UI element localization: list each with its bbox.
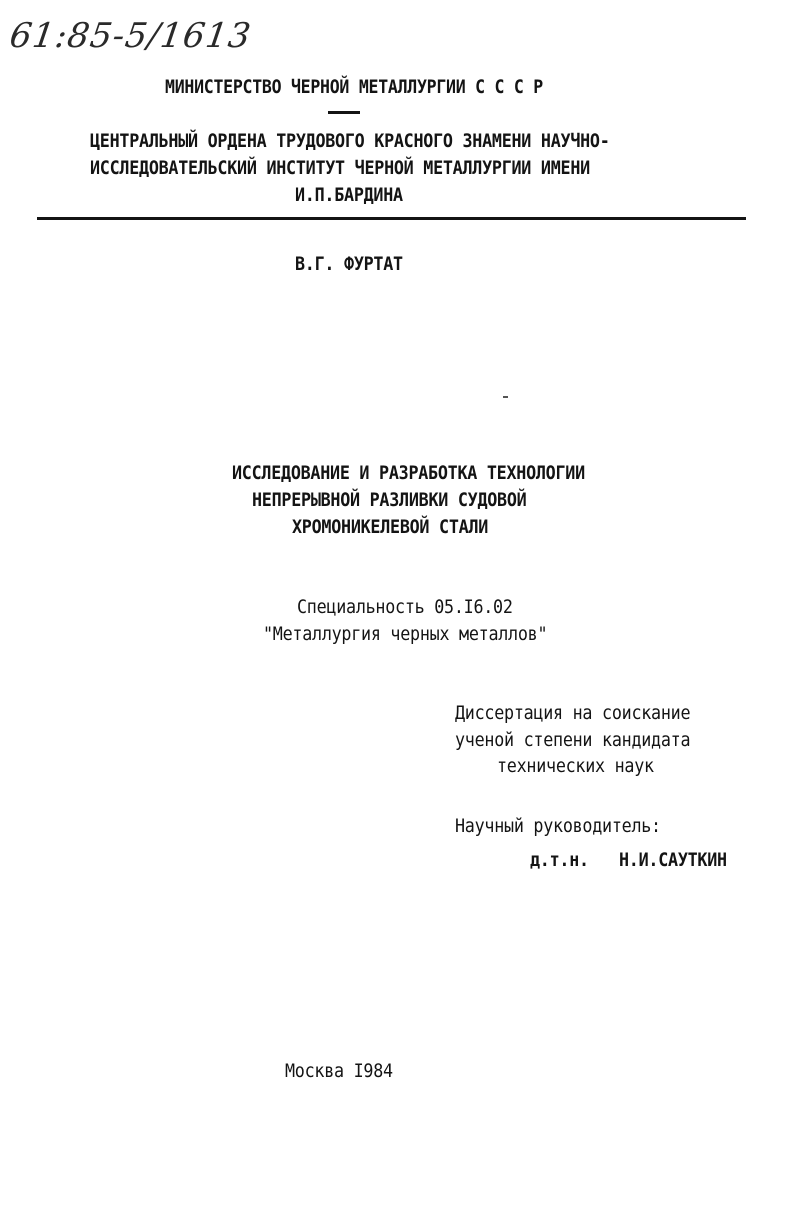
- author-name: В.Г. ФУРТАТ: [295, 253, 403, 275]
- institute-line-1: ЦЕНТРАЛЬНЫЙ ОРДЕНА ТРУДОВОГО КРАСНОГО ЗНАМЕНИ НАУЧНО-: [90, 130, 610, 152]
- supervisor-label: Научный руководитель:: [455, 815, 661, 837]
- specialty-code: Специальность 05.I6.02: [297, 596, 513, 618]
- scan-speck: [503, 396, 508, 398]
- title-line-3: ХРОМОНИКЕЛЕВОЙ СТАЛИ: [292, 516, 489, 538]
- header-divider: [37, 217, 746, 220]
- institute-line-3: И.П.БАРДИНА: [295, 184, 403, 206]
- supervisor-degree: д.т.н.: [530, 849, 589, 871]
- short-divider: [328, 111, 360, 114]
- ministry-heading: МИНИСТЕРСТВО ЧЕРНОЙ МЕТАЛЛУРГИИ С С С Р: [165, 76, 543, 98]
- title-line-1: ИССЛЕДОВАНИЕ И РАЗРАБОТКА ТЕХНОЛОГИИ: [232, 462, 585, 484]
- dissertation-line-2: ученой степени кандидата: [455, 729, 691, 751]
- dissertation-line-3: технических наук: [497, 755, 654, 777]
- supervisor-name: Н.И.САУТКИН: [619, 849, 727, 871]
- specialty-name: "Металлургия черных металлов": [263, 623, 548, 645]
- handwritten-archive-number: 61:85-5/1613: [7, 16, 254, 56]
- title-line-2: НЕПРЕРЫВНОЙ РАЗЛИВКИ СУДОВОЙ: [252, 489, 527, 511]
- institute-line-2: ИССЛЕДОВАТЕЛЬСКИЙ ИНСТИТУТ ЧЕРНОЙ МЕТАЛЛУРГИИ ИМЕНИ: [90, 157, 590, 179]
- dissertation-line-1: Диссертация на соискание: [455, 702, 691, 724]
- place-year: Москва I984: [285, 1060, 393, 1082]
